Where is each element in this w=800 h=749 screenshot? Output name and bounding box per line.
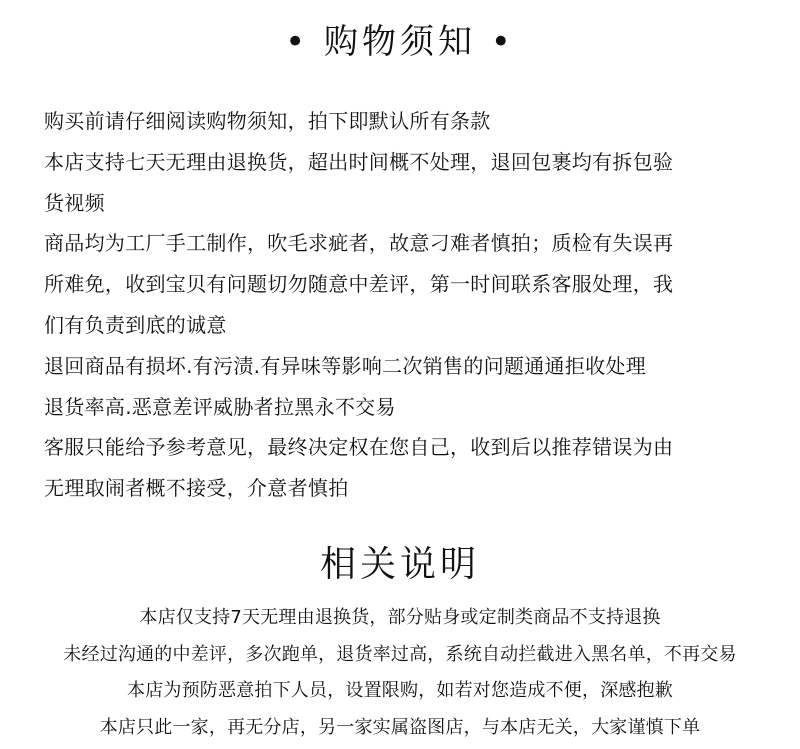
related-line: 本店为预防恶意拍下人员，设置限购，如若对您造成不便，深感抱歉 (127, 680, 673, 701)
notice-line: 客服只能给予参考意见，最终决定权在您自己，收到后以推荐错误为由 (44, 435, 674, 460)
notice-line: 商品均为工厂手工制作，吹毛求疵者，故意刁难者慎拍；质检有失误再 (44, 231, 674, 256)
notice-line: 所难免，收到宝贝有问题切勿随意中差评，第一时间联系客服处理，我 (44, 272, 674, 297)
notice-line: 货视频 (44, 190, 105, 215)
notice-line: 们有负责到底的诚意 (44, 312, 227, 337)
related-notes-body (0, 600, 800, 746)
related-line: 本店只此一家，再无分店，另一家实属盗图店，与本店无关，大家谨慎下单 (99, 716, 701, 738)
related-line: 本店仅支持7天无理由退换货，部分贴身或定制类商品不支持退换 (139, 607, 661, 628)
shopping-notice-title: • 购物须知 • (285, 22, 515, 62)
notice-line: 无理取闹者概不接受，介意者慎拍 (44, 476, 349, 501)
notice-line: 退货率高.恶意差评威胁者拉黑永不交易 (44, 394, 396, 419)
notice-line: 购买前请仔细阅读购物须知，拍下即默认所有条款 (44, 109, 491, 133)
notice-line: 本店支持七天无理由退换货，超出时间概不处理，退回包裹均有拆包验 (44, 149, 674, 174)
related-notes-title: 相关说明 (319, 544, 480, 585)
related-line: 未经过沟通的中差评，多次跑单，退货率过高，系统自动拦截进入黑名单，不再交易 (63, 643, 737, 665)
notice-line: 退回商品有损坏.有污渍.有异味等影响二次销售的问题通通拒收处理 (44, 353, 647, 378)
shopping-notice-body (44, 101, 762, 509)
